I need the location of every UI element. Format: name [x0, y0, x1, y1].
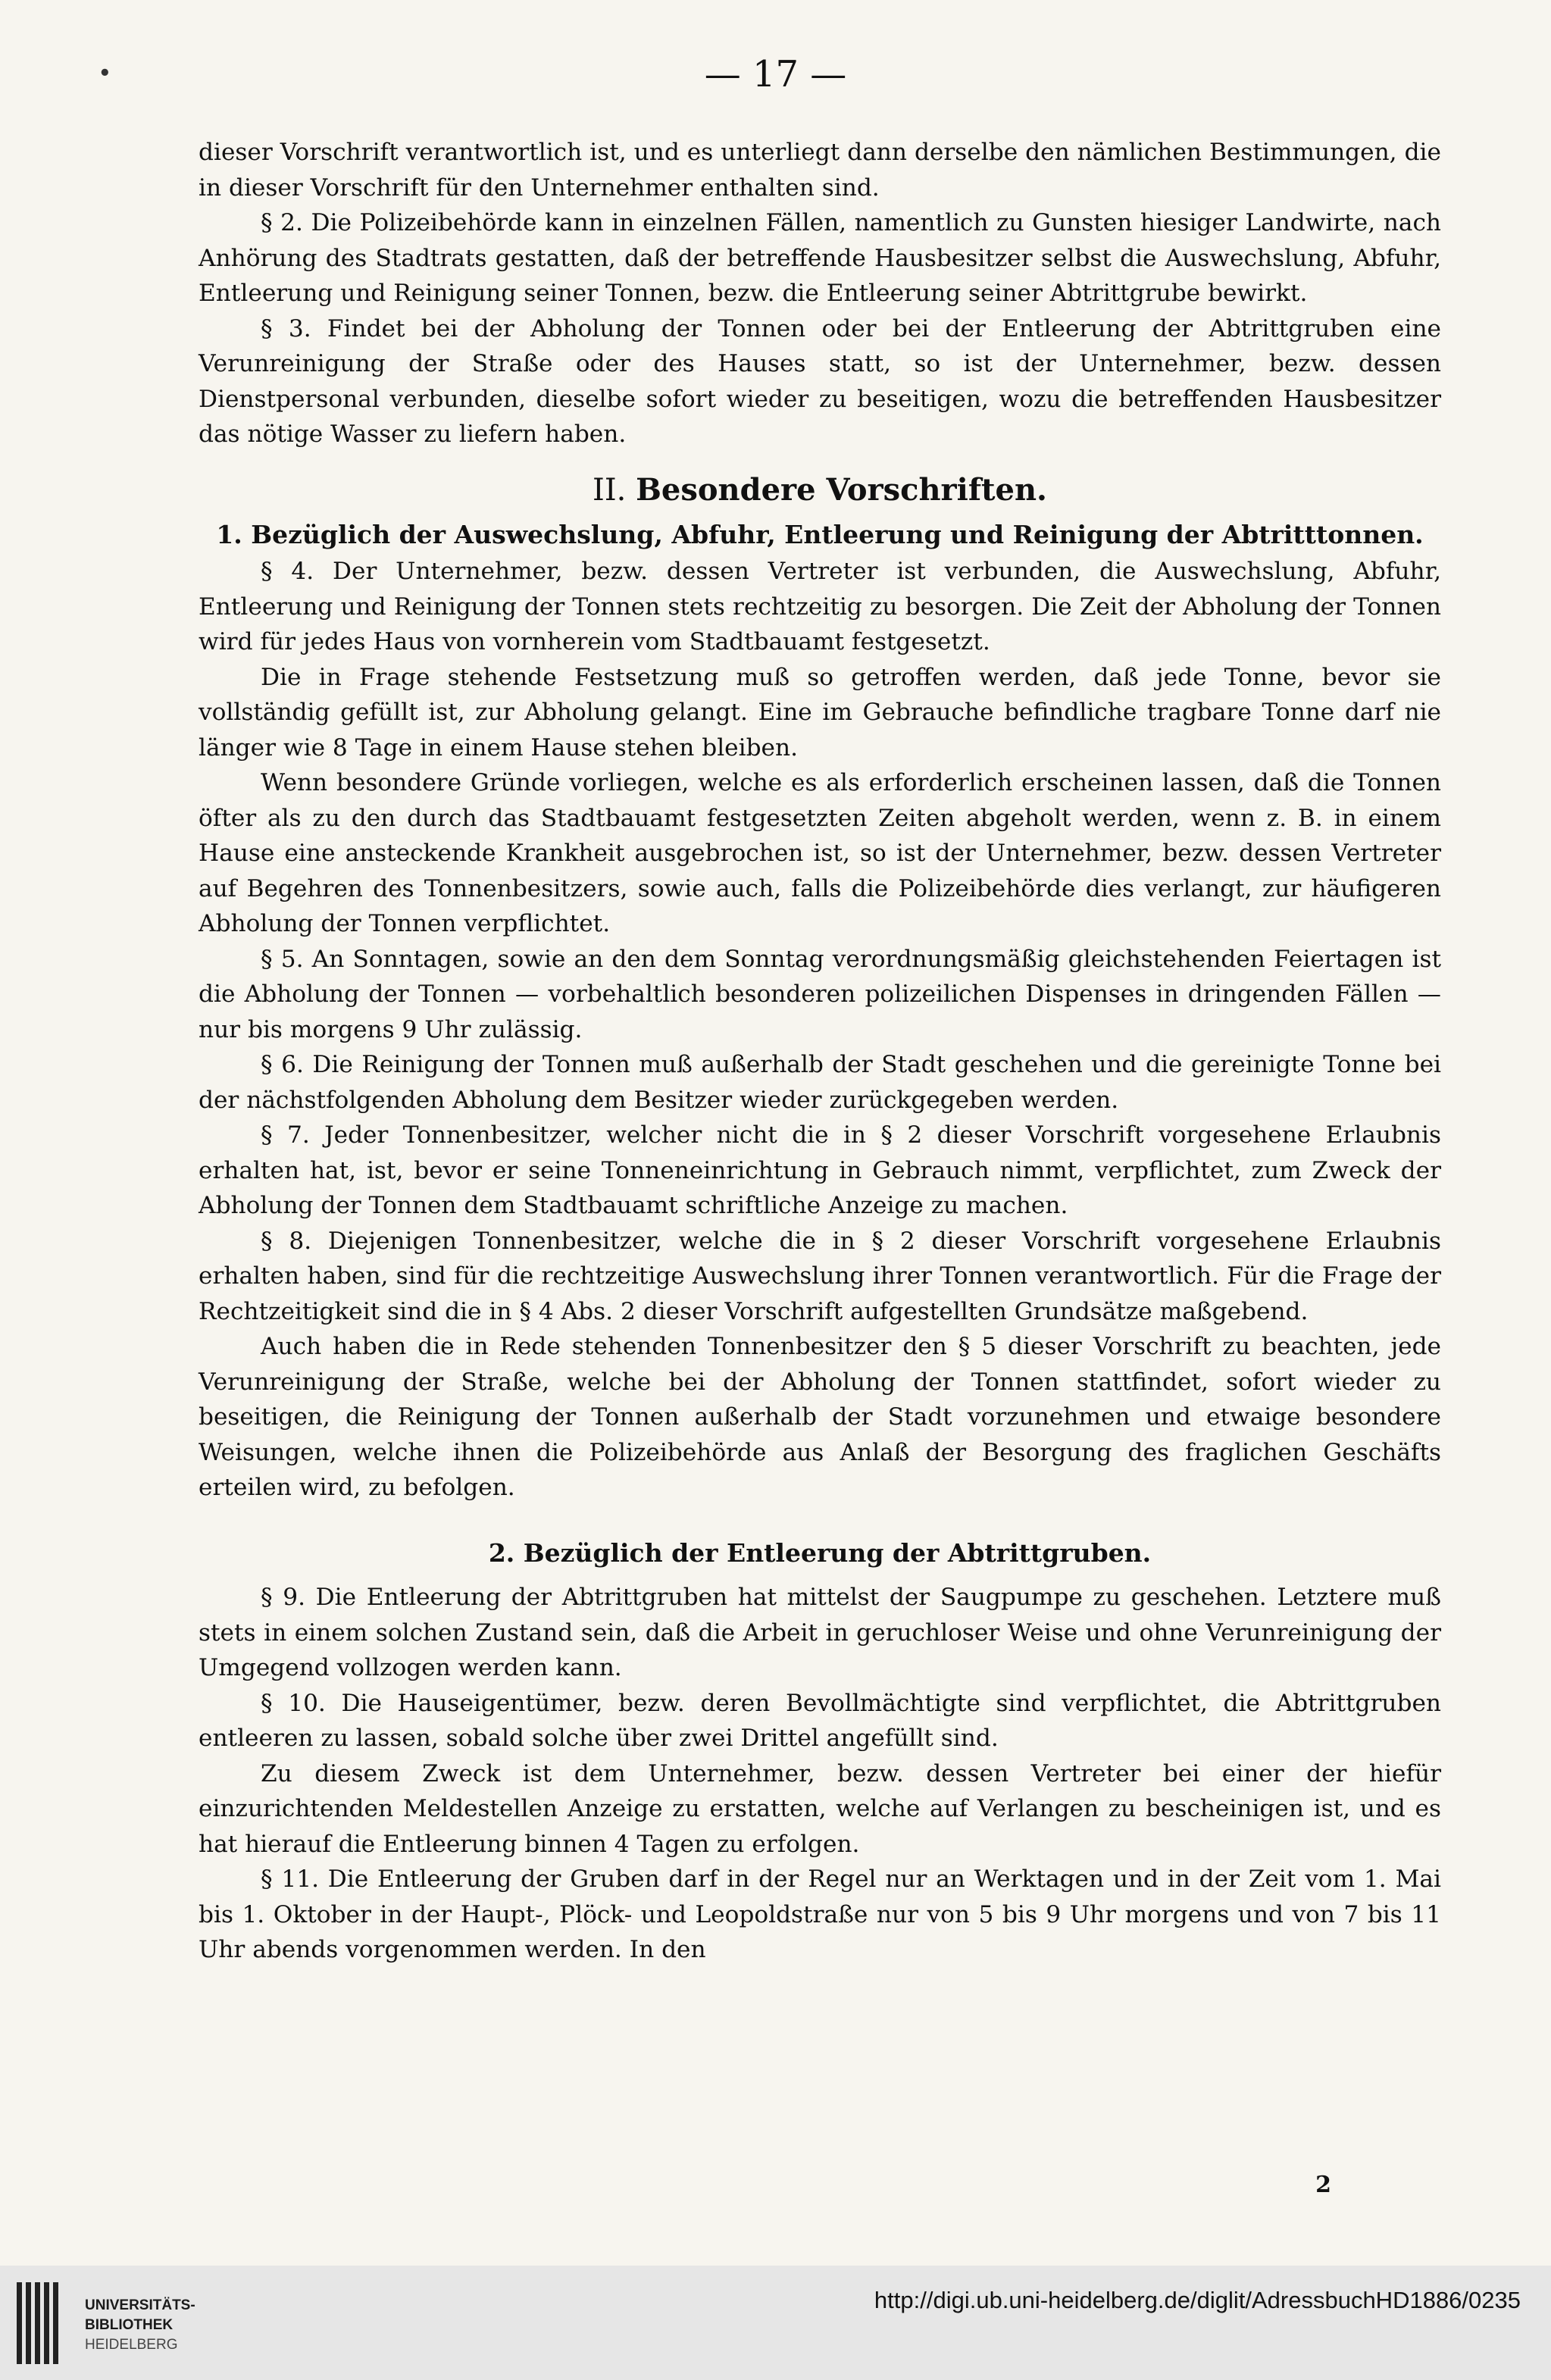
library-name-line: BIBLIOTHEK [85, 2317, 174, 2333]
paragraph-section-2: § 2. Die Polizeibehörde kann in einzelnen Fällen, namentlich zu Gunsten hiesiger Landwirte, nach Anhörung des Stadtrats gestatten, daß der betreffende Hausbesitzer selbst die Auswechslung, Abfuhr, Entleerung und Reinigung seiner Tonnen, bezw. die Entleerung seiner Abtrittgrube bewirkt. [199, 209, 1441, 307]
paragraph-section-10: § 10. Die Hauseigentümer, bezw. deren Bevollmächtigte sind verpflichtet, die Abtrittgruben entleeren zu lassen, sobald solche über zwei Drittel angefüllt sind. [199, 1689, 1441, 1752]
chapter-title: Besondere Vorschriften. [636, 471, 1047, 508]
subsection-heading-1: 1. Bezüglich der Auswechslung, Abfuhr, Entleerung und Reinigung der Abtritttonnen. [216, 519, 1424, 549]
paragraph: Wenn besondere Gründe vorliegen, welche es als erforderlich erscheinen lassen, daß die Tonnen öfter als zu den durch das Stadtbauamt festgesetzten Zeiten abgeholt werden, wenn z. B. in einem Hause eine ansteckende Krankheit ausgebrochen ist, so ist der Unternehmer, bezw. dessen Vertreter auf Begehren des Tonnenbesitzers, sowie auch, falls die Polizeibehörde dies verlangt, zur häufigeren Abholung der Tonnen verpflichtet. [199, 769, 1441, 937]
source-url-link[interactable]: http://digi.ub.uni-heidelberg.de/diglit/AdressbuchHD1886/0235 [874, 2287, 1521, 2313]
paragraph: Auch haben die in Rede stehenden Tonnenbesitzer den § 5 dieser Vorschrift zu beachten, jede Verunreinigung der Straße, welche bei der Abholung der Tonnen stattfindet, sofort wieder zu beseitigen, die Reinigung der Tonnen außerhalb der Stadt vorzunehmen und etwaige besondere Weisungen, welche ihnen die Polizeibehörde aus Anlaß der Besorgung des fraglichen Geschäfts erteilen wird, zu befolgen. [199, 1333, 1441, 1501]
paragraph-section-4: § 4. Der Unternehmer, bezw. dessen Vertreter ist verbunden, die Auswechslung, Abfuhr, Entleerung und Reinigung der Tonnen stets rechtzeitig zu besorgen. Die Zeit der Abholung der Tonnen wird für jedes Haus von vornherein vom Stadtbauamt festgesetzt. [199, 558, 1441, 655]
chapter-heading [199, 468, 1441, 513]
paragraph: Zu diesem Zweck ist dem Unternehmer, bezw. dessen Vertreter bei einer der hiefür einzurichtenden Meldestellen Anzeige zu erstatten, welche auf Verlangen zu bescheinigen ist, und es hat hierauf die Entleerung binnen 4 Tagen zu erfolgen. [199, 1759, 1441, 1858]
library-logo-icon [17, 2282, 62, 2364]
paragraph: dieser Vorschrift verantwortlich ist, und es unterliegt dann derselbe den nämlichen Bestimmungen, die in dieser Vorschrift für den Unternehmer enthalten sind. [199, 139, 1441, 202]
paragraph-section-7: § 7. Jeder Tonnenbesitzer, welcher nicht die in § 2 dieser Vorschrift vorgesehene Erlaubnis erhalten hat, ist, bevor er seine Tonneneinrichtung in Gebrauch nimmt, verpflichtet, zum Zweck der Abholung der Tonnen dem Stadtbauamt schriftliche Anzeige zu machen. [199, 1121, 1441, 1219]
paragraph-section-5: § 5. An Sonntagen, sowie an den dem Sonntag verordnungsmäßig gleichstehenden Feiertagen ist die Abholung der Tonnen — vorbehaltlich besonderen polizeilichen Dispenses in dringenden Fällen — nur bis morgens 9 Uhr zulässig. [199, 945, 1441, 1043]
library-name-line: UNIVERSITÄTS- [85, 2297, 195, 2313]
library-name [85, 2296, 195, 2355]
paragraph: Die in Frage stehende Festsetzung muß so getroffen werden, daß jede Tonne, bevor sie vollständig gefüllt ist, zur Abholung gelangt. Eine im Gebrauche befindliche tragbare Tonne darf nie länger wie 8 Tage in einem Hause stehen bleiben. [199, 663, 1441, 762]
paragraph-section-6: § 6. Die Reinigung der Tonnen muß außerhalb der Stadt geschehen und die gereinigte Tonne bei der nächstfolgenden Abholung dem Besitzer wieder zurückgegeben werden. [199, 1051, 1441, 1114]
subsection-heading-2: 2. Bezüglich der Entleerung der Abtrittgruben. [488, 1537, 1152, 1568]
chapter-number: II. [593, 472, 627, 508]
paragraph-section-9: § 9. Die Entleerung der Abtrittgruben hat mittelst der Saugpumpe zu geschehen. Letztere muß stets in einem solchen Zustand sein, daß die Arbeit in geruchloser Weise und ohne Verunreinigung der Umgegend vollzogen werden kann. [199, 1584, 1441, 1681]
scan-mark: • [99, 62, 111, 85]
body-text [199, 135, 1441, 1968]
paragraph-section-11: § 11. Die Entleerung der Gruben darf in der Regel nur an Werktagen und in der Zeit vom 1. Mai bis 1. Oktober in der Haupt-, Plöck- und Leopoldstraße nur von 5 bis 9 Uhr morgens und von 7 bis 11 Uhr abends vorgenommen werden. In den [199, 1866, 1441, 1963]
paragraph-section-3: § 3. Findet bei der Abholung der Tonnen oder bei der Entleerung der Abtrittgruben eine Verunreinigung der Straße oder des Hauses statt, so ist der Unternehmer, bezw. dessen Dienstpersonal verbunden, dieselbe sofort wieder zu beseitigen, wozu die betreffenden Hausbesitzer das nötige Wasser zu liefern haben. [199, 314, 1441, 448]
library-name-line: HEIDELBERG [85, 2337, 178, 2353]
footer-bar [0, 2266, 1551, 2380]
paragraph-section-8: § 8. Diejenigen Tonnenbesitzer, welche die in § 2 dieser Vorschrift vorgesehene Erlaubnis erhalten haben, sind für die rechtzeitige Auswechslung ihrer Tonnen verantwortlich. Für die Frage der Rechtzeitigkeit sind die in § 4 Abs. 2 dieser Vorschrift aufgestellten Grundsätze maßgebend. [199, 1227, 1441, 1325]
signature-mark: 2 [1315, 2172, 1331, 2198]
page-number: — 17 — [704, 53, 847, 95]
